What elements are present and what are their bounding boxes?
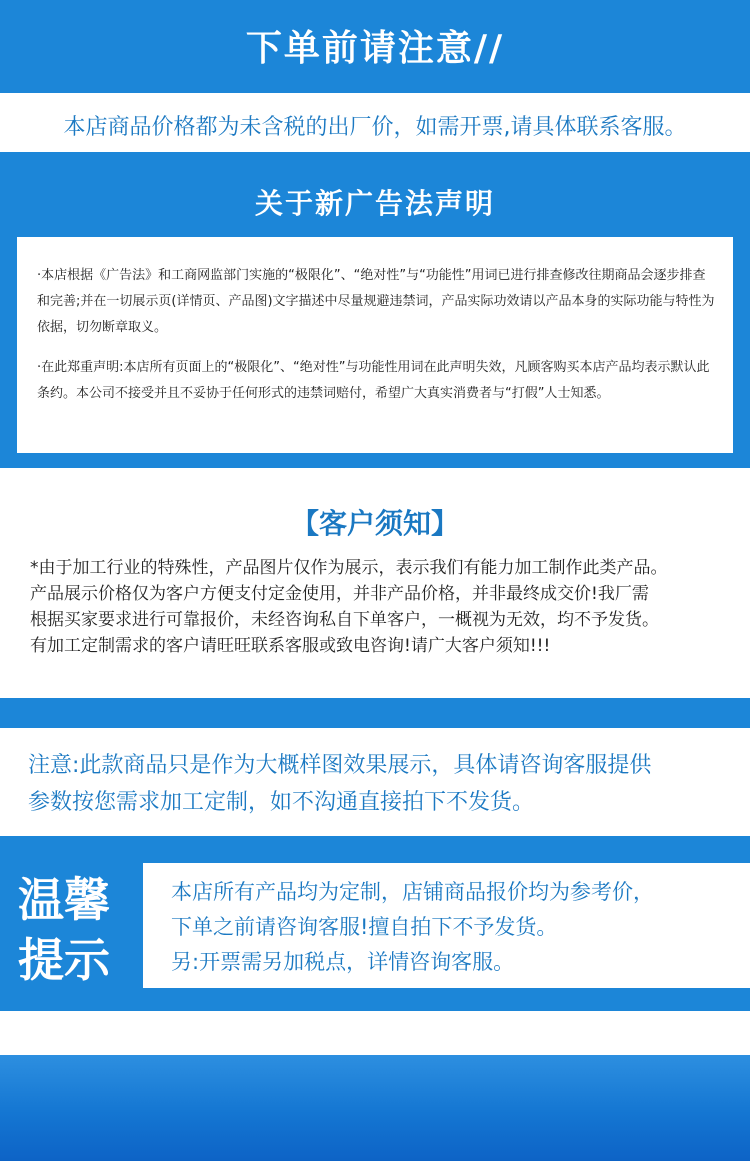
ad-law-title: 关于新广告法声明 <box>254 187 495 220</box>
warm-tip-label <box>18 870 128 990</box>
sample-notice-line: 参数按您需求加工定制，如不沟通直接拍下不发货。 <box>28 790 535 815</box>
warm-tip-line: 另:开票需另加税点，详情咨询客服。 <box>171 950 515 974</box>
customer-notice-line: 有加工定制需求的客户请旺旺联系客服或致电咨询!请广大客户须知!!! <box>30 636 551 656</box>
bottom-gradient-band <box>0 1055 750 1161</box>
warm-tip-line: 本店所有产品均为定制，店铺商品报价均为参考价， <box>171 880 654 904</box>
warm-tip-label-line: 提示 <box>18 933 110 987</box>
header-title: 下单前请注意// <box>245 28 505 69</box>
warm-tip-label-line: 温馨 <box>18 873 110 927</box>
price-notice-text: 本店商品价格都为未含税的出厂价，如需开票,请具体联系客服。 <box>63 115 687 140</box>
warm-tip-line: 下单之前请咨询客服!擅自拍下不予发货。 <box>171 915 558 939</box>
sample-notice-line: 注意:此款商品只是作为大概样图效果展示，具体请咨询客服提供 <box>28 753 652 778</box>
customer-notice-body <box>30 555 740 659</box>
ad-law-paragraph-2: ·在此郑重声明:本店所有页面上的“极限化”、“绝对性”与功能性用词在此声明失效，凡顾客购买本店产品均表示默认此条约。本公司不接受并且不妥协于任何形式的违禁词赔付，希望广大真实消费者与“打假”人士知悉。 <box>37 360 710 401</box>
customer-notice-line: *由于加工行业的特殊性，产品图片仅作为展示，表示我们有能力加工制作此类产品。 <box>30 558 668 578</box>
header-band <box>0 0 750 93</box>
divider-band <box>0 698 750 728</box>
customer-notice-line: 根据买家要求进行可靠报价，未经咨询私自下单客户，一概视为无效，均不予发货。 <box>30 610 659 630</box>
warm-tip-box <box>143 863 750 988</box>
ad-law-band <box>0 152 750 468</box>
warm-tip-band <box>0 836 750 1011</box>
warm-tip-text <box>171 875 746 980</box>
ad-law-box <box>17 237 733 453</box>
customer-notice-line: 产品展示价格仅为客户方便支付定金使用，并非产品价格，并非最终成交价!我厂需 <box>30 584 649 604</box>
ad-law-paragraph-1: ·本店根据《广告法》和工商网监部门实施的“极限化”、“绝对性”与“功能性”用词已进行排查修改往期商品会逐步排查和完善;并在一切展示页(详情页、产品图)文字描述中尽量规避违禁词，产品实际功效请以产品本身的实际功能与特性为依据，切勿断章取义。 <box>37 268 715 335</box>
sample-notice <box>28 747 743 821</box>
customer-notice-title: 【客户须知】 <box>290 507 459 540</box>
